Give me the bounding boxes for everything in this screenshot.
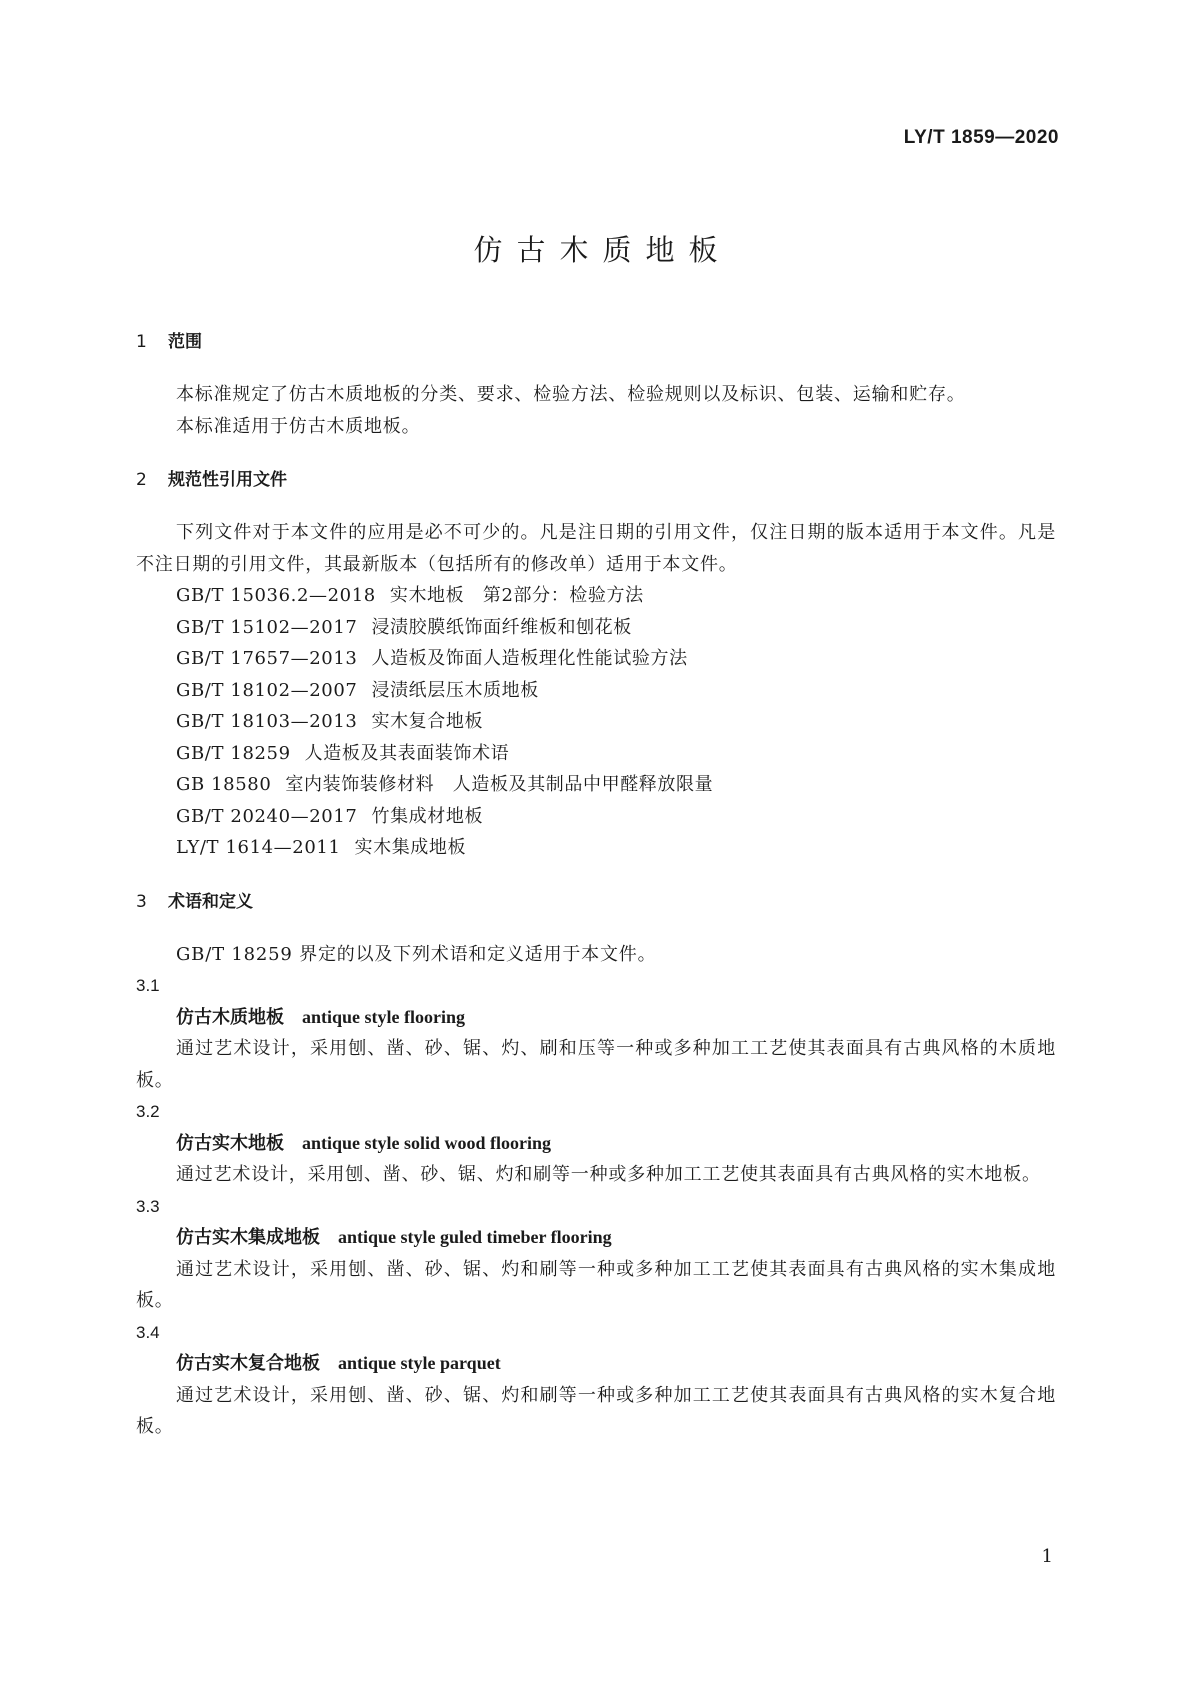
term-heading [136,1128,1056,1160]
reference-title: 实木集成地板 [354,837,467,858]
term-definition: 通过艺术设计，采用刨、凿、砂、锯、灼、刷和压等一种或多种加工工艺使其表面具有古典风格的木质地板。 [136,1038,1056,1091]
term-heading [136,1002,1056,1034]
term-en: antique style solid wood flooring [302,1132,552,1153]
section-normative-references [136,468,1056,864]
reference-title: 人造板及其表面装饰术语 [304,742,510,764]
reference-item [136,675,1056,707]
document-title: 仿古木质地板 [473,233,732,267]
reference-item [136,801,1056,833]
reference-code: GB/T 18102—2007 [176,679,358,701]
section-number: 3 [136,891,147,912]
standard-number: LY/T 1859—2020 [903,127,1059,148]
reference-item [136,612,1056,644]
section-scope [136,330,1056,442]
section-heading [136,890,1056,914]
paragraph: 下列文件对于本文件的应用是必不可少的。凡是注日期的引用文件，仅注日期的版本适用于本文件。凡是不注日期的引用文件，其最新版本（包括所有的修改单）适用于本文件。 [136,522,1056,575]
reference-title: 实木复合地板 [371,711,484,732]
reference-item [136,580,1056,612]
term-number: 3.4 [136,1322,160,1342]
section-number: 1 [136,332,147,352]
section-title: 规范性引用文件 [168,470,287,490]
term-definition: 通过艺术设计，采用刨、凿、砂、锯、灼和刷等一种或多种加工工艺使其表面具有古典风格的实木集成地板。 [136,1258,1056,1311]
term-definition: 通过艺术设计，采用刨、凿、砂、锯、灼和刷等一种或多种加工工艺使其表面具有古典风格的实木地板。 [176,1164,1041,1185]
term-entry [136,1317,1056,1443]
term-definition: 通过艺术设计，采用刨、凿、砂、锯、灼和刷等一种或多种加工工艺使其表面具有古典风格的实木复合地板。 [136,1384,1056,1437]
reference-code: GB/T 20240—2017 [176,805,358,827]
term-zh: 仿古实木地板 [176,1132,284,1154]
term-zh: 仿古实木复合地板 [176,1353,320,1374]
reference-code: LY/T 1614—2011 [176,837,341,858]
reference-code: GB/T 18103—2013 [176,711,358,732]
term-entry [136,1191,1056,1317]
section-terms-definitions [136,890,1056,1443]
section-title: 术语和定义 [168,891,253,912]
term-zh: 仿古木质地板 [176,1006,284,1028]
reference-title: 室内装饰装修材料 人造板及其制品中甲醛释放限量 [285,774,714,795]
paragraph: 本标准规定了仿古木质地板的分类、要求、检验方法、检验规则以及标识、包装、运输和贮存。 [176,384,966,405]
term-zh: 仿古实木集成地板 [176,1227,320,1248]
document-body [136,330,1056,1443]
reference-item [136,706,1056,738]
paragraph: GB/T 18259 界定的以及下列术语和定义适用于本文件。 [176,943,657,965]
reference-item [136,643,1056,675]
term-heading [136,1222,1056,1254]
paragraph: 本标准适用于仿古木质地板。 [176,415,421,437]
reference-title: 实木地板 第2部分：检验方法 [389,585,644,606]
section-heading [136,330,1056,354]
reference-title: 浸渍纸层压木质地板 [371,679,539,701]
reference-item [136,769,1056,801]
term-entry [136,1096,1056,1191]
reference-title: 人造板及饰面人造板理化性能试验方法 [371,648,688,669]
term-en: antique style guled timeber flooring [338,1227,612,1247]
reference-code: GB/T 15036.2—2018 [176,585,376,606]
section-title: 范围 [168,332,202,352]
term-en: antique style parquet [338,1353,501,1373]
reference-code: GB 18580 [176,774,272,795]
term-number: 3.2 [136,1102,160,1121]
reference-code: GB/T 15102—2017 [176,616,358,638]
page-number: 1 [1041,1546,1053,1567]
term-entry [136,970,1056,1096]
reference-item [136,832,1056,864]
reference-title: 竹集成材地板 [371,805,484,827]
term-number: 3.1 [136,976,160,995]
reference-list [136,580,1056,864]
term-number: 3.3 [136,1196,160,1216]
reference-code: GB/T 18259 [176,742,291,764]
term-en: antique style flooring [302,1006,466,1027]
reference-code: GB/T 17657—2013 [176,648,358,669]
reference-title: 浸渍胶膜纸饰面纤维板和刨花板 [371,616,632,638]
section-number: 2 [136,470,147,490]
term-heading [136,1348,1056,1380]
reference-item [136,738,1056,770]
section-heading [136,468,1056,492]
